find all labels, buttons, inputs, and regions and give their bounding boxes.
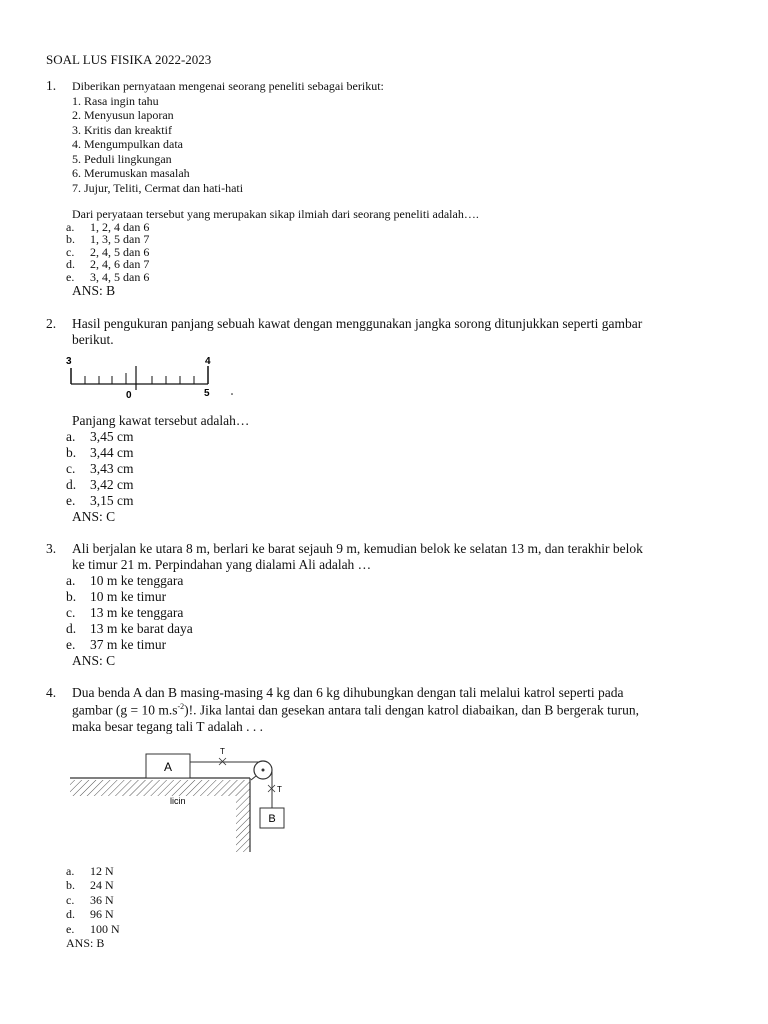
question-stem: berikut. — [72, 332, 114, 347]
option-letter: e. — [66, 637, 76, 652]
answer-key: ANS: C — [72, 653, 116, 668]
question-number: 3. — [46, 541, 57, 556]
answer-key: ANS: C — [72, 509, 116, 524]
option-text: 36 N — [90, 893, 114, 907]
question-stem: Diberikan pernyataan mengenai seorang peneliti sebagai berikut: — [72, 79, 384, 93]
tension-label-top: T — [220, 747, 225, 756]
block-b-label: B — [268, 813, 276, 825]
list-item: 2. Menyusun laporan — [72, 108, 174, 122]
option-text: 37 m ke timur — [90, 637, 167, 652]
answer-key: ANS: B — [66, 936, 105, 950]
option-text: 2, 4, 5 dan 6 — [90, 245, 150, 259]
option-letter: b. — [66, 445, 77, 460]
option-letter: c. — [66, 893, 75, 907]
option-text: 3,42 cm — [90, 477, 134, 492]
main-scale-label-3: 3 — [66, 356, 72, 367]
list-item: 5. Peduli lingkungan — [72, 152, 172, 166]
option-letter: c. — [66, 245, 75, 259]
option-letter: a. — [66, 573, 76, 588]
list-item: 1. Rasa ingin tahu — [72, 94, 159, 108]
option-letter: d. — [66, 621, 77, 636]
option-text: 96 N — [90, 907, 114, 921]
option-letter: a. — [66, 864, 75, 878]
option-letter: a. — [66, 220, 75, 234]
question-stem: ke timur 21 m. Perpindahan yang dialami Ali adalah … — [72, 557, 372, 572]
option-text: 13 m ke tenggara — [90, 605, 184, 620]
vernier-label-0: 0 — [126, 390, 132, 401]
option-letter: c. — [66, 605, 76, 620]
option-letter: d. — [66, 257, 75, 271]
question-stem: Dua benda A dan B masing-masing 4 kg dan 6 kg dihubungkan dengan tali melalui katrol seperti pada — [72, 685, 624, 700]
main-scale-label-4: 4 — [205, 356, 211, 367]
option-letter: d. — [66, 477, 77, 492]
option-text: 100 N — [90, 922, 120, 936]
option-letter: e. — [66, 493, 76, 508]
question-stem: maka besar tegang tali T adalah . . . — [72, 719, 264, 734]
option-letter: e. — [66, 270, 75, 284]
option-text: 13 m ke barat daya — [90, 621, 193, 636]
pulley-figure — [70, 742, 290, 854]
question-number: 4. — [46, 685, 57, 700]
option-text: 3, 4, 5 dan 6 — [90, 270, 150, 284]
option-letter: a. — [66, 429, 76, 444]
question-stem: Hasil pengukuran panjang sebuah kawat dengan menggunakan jangka sorong ditunjukkan seperti gambar — [72, 316, 643, 331]
vernier-caliper-figure — [60, 352, 250, 402]
block-a-label: A — [163, 760, 173, 774]
option-text: 10 m ke timur — [90, 589, 167, 604]
list-item: 3. Kritis dan kreaktif — [72, 123, 172, 137]
option-text: 3,44 cm — [90, 445, 134, 460]
option-letter: b. — [66, 232, 75, 246]
answer-key: ANS: B — [72, 283, 116, 298]
question-stem: gambar (g = 10 $m.s^{-2}$)!. Jika lantai dan gesekan antara tali dengan katrol diabaikan, dan B bergerak turun, — [72, 702, 639, 718]
tension-label-side: T — [277, 785, 282, 794]
question-text: Panjang kawat tersebut adalah… — [72, 413, 250, 428]
surface-label: licin — [170, 796, 186, 806]
document-title: SOAL LUS FISIKA 2022-2023 — [46, 52, 212, 67]
option-text: 2, 4, 6 dan 7 — [90, 257, 150, 271]
option-letter: e. — [66, 922, 75, 936]
option-letter: b. — [66, 878, 75, 892]
list-item: 6. Merumuskan masalah — [72, 166, 190, 180]
option-text: 1, 2, 4 dan 6 — [90, 220, 150, 234]
option-letter: c. — [66, 461, 76, 476]
option-letter: d. — [66, 907, 75, 921]
option-text: 3,45 cm — [90, 429, 134, 444]
question-text: Dari peryataan tersebut yang merupakan sikap ilmiah dari seorang peneliti adalah…. — [72, 207, 479, 221]
option-text: 3,15 cm — [90, 493, 134, 508]
list-item: 4. Mengumpulkan data — [72, 137, 183, 151]
list-item: 7. Jujur, Teliti, Cermat dan hati-hati — [72, 181, 244, 195]
option-text: 3,43 cm — [90, 461, 134, 476]
option-text: 1, 3, 5 dan 7 — [90, 232, 150, 246]
vernier-label-5: 5 — [204, 388, 210, 399]
option-text: 12 N — [90, 864, 114, 878]
option-text: 24 N — [90, 878, 114, 892]
question-stem: Ali berjalan ke utara 8 m, berlari ke barat sejauh 9 m, kemudian belok ke selatan 13 m, dan terakhir belok — [72, 541, 643, 556]
question-number: 1. — [46, 78, 57, 93]
option-letter: b. — [66, 589, 77, 604]
question-number: 2. — [46, 316, 57, 331]
option-text: 10 m ke tenggara — [90, 573, 184, 588]
